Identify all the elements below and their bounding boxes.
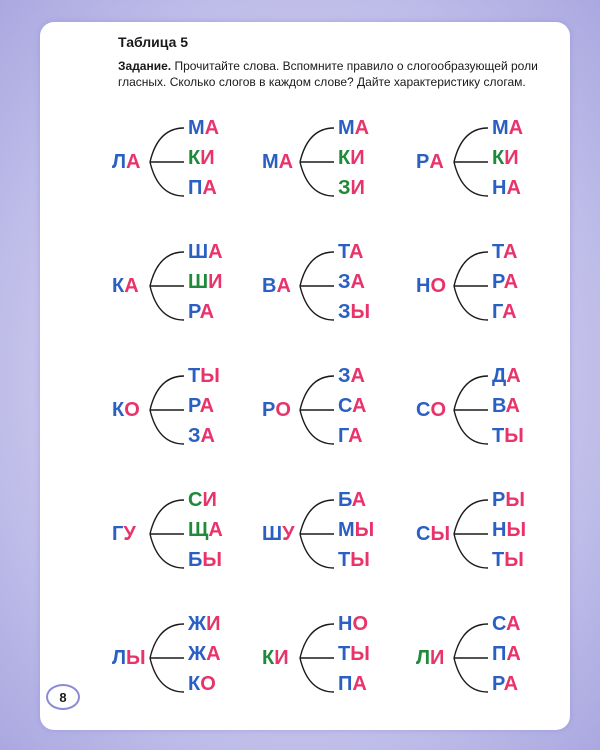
ending-letter: А bbox=[503, 673, 519, 695]
ending-letter: А bbox=[508, 117, 524, 139]
ending-letter: О bbox=[352, 613, 369, 635]
ending-letter: И bbox=[208, 271, 223, 293]
ending-letter: З bbox=[338, 365, 351, 387]
stem-letter: О bbox=[124, 398, 140, 421]
ending-syllable bbox=[338, 546, 370, 574]
ending-letter: А bbox=[204, 117, 220, 139]
ending-syllable bbox=[188, 238, 223, 266]
ending-letter: З bbox=[338, 301, 351, 323]
syllable-group bbox=[416, 238, 556, 334]
branch-lines bbox=[112, 362, 192, 458]
ending-letter: Т bbox=[338, 643, 351, 665]
ending-letter: Ы bbox=[504, 549, 524, 571]
ending-syllable bbox=[492, 422, 524, 450]
branch-lines bbox=[262, 362, 342, 458]
branch-line bbox=[300, 624, 334, 658]
branch-lines bbox=[416, 114, 496, 210]
ending-letter: Н bbox=[492, 519, 507, 541]
ending-letter: А bbox=[208, 519, 223, 541]
ending-letter: Р bbox=[188, 301, 200, 323]
ending-letter: Т bbox=[338, 549, 351, 571]
stem-letter: О bbox=[430, 274, 447, 297]
ending-syllable bbox=[188, 114, 219, 142]
syllable-group bbox=[262, 114, 402, 210]
stem-letter: Р bbox=[262, 398, 276, 421]
ending-letter: Г bbox=[492, 301, 503, 323]
syllable-group bbox=[416, 486, 556, 582]
ending-letter: А bbox=[505, 395, 520, 417]
ending-syllable bbox=[492, 144, 519, 172]
ending-letter: З bbox=[338, 177, 351, 199]
branch-line bbox=[454, 658, 488, 692]
ending-syllable bbox=[188, 670, 216, 698]
ending-letter: Г bbox=[338, 425, 349, 447]
stem-letter: Ы bbox=[126, 646, 146, 669]
ending-syllable bbox=[188, 174, 217, 202]
branch-line bbox=[300, 286, 334, 320]
ending-syllable bbox=[188, 268, 222, 296]
branch-lines bbox=[416, 238, 496, 334]
stem-letter: У bbox=[282, 522, 295, 545]
ending-syllable bbox=[188, 486, 217, 514]
ending-letter: Р bbox=[492, 673, 504, 695]
syllable-group bbox=[262, 238, 402, 334]
stem-letter: Ы bbox=[430, 522, 451, 545]
ending-letter: П bbox=[338, 673, 353, 695]
ending-letter: А bbox=[199, 395, 215, 417]
ending-letter: Т bbox=[492, 241, 503, 263]
ending-syllable bbox=[338, 144, 365, 172]
ending-letter: А bbox=[505, 613, 521, 635]
stem-letter: У bbox=[123, 522, 136, 545]
stem-letter: Л bbox=[112, 646, 127, 669]
ending-letter: Ы bbox=[202, 549, 222, 571]
ending-letter: З bbox=[338, 271, 351, 293]
ending-letter: А bbox=[200, 425, 215, 447]
syllable-group bbox=[112, 114, 252, 210]
syllable-group bbox=[112, 362, 252, 458]
ending-letter: А bbox=[206, 643, 221, 665]
ending-letter: Ы bbox=[506, 519, 527, 541]
branch-line bbox=[150, 624, 184, 658]
ending-letter: Т bbox=[338, 241, 349, 263]
ending-letter: С bbox=[492, 613, 506, 635]
ending-letter: И bbox=[350, 147, 365, 169]
branch-line bbox=[454, 534, 488, 568]
ending-letter: Р bbox=[492, 489, 506, 511]
ending-letter: И bbox=[200, 147, 215, 169]
stem-letter: С bbox=[416, 398, 431, 421]
branch-lines bbox=[112, 238, 192, 334]
ending-letter: А bbox=[352, 673, 367, 695]
branch-lines bbox=[262, 486, 342, 582]
ending-letter: А bbox=[502, 301, 517, 323]
ending-syllable bbox=[492, 610, 520, 638]
syllable-group bbox=[112, 610, 252, 706]
ending-letter: Д bbox=[492, 365, 507, 387]
ending-letter: М bbox=[338, 117, 355, 139]
ending-letter: А bbox=[351, 489, 367, 511]
syllable-group bbox=[262, 362, 402, 458]
branch-lines bbox=[416, 362, 496, 458]
ending-letter: Ы bbox=[350, 549, 370, 571]
stem-letter: В bbox=[262, 274, 277, 297]
ending-letter: Ш bbox=[188, 241, 209, 263]
ending-syllable bbox=[188, 422, 215, 450]
ending-letter: А bbox=[506, 643, 521, 665]
page-number: 8 bbox=[46, 684, 80, 710]
ending-letter: И bbox=[504, 147, 519, 169]
ending-letter: А bbox=[502, 241, 518, 263]
ending-syllable bbox=[188, 298, 214, 326]
syllable-group bbox=[112, 238, 252, 334]
ending-letter: В bbox=[492, 395, 506, 417]
ending-letter: П bbox=[492, 643, 507, 665]
ending-letter: М bbox=[188, 117, 205, 139]
ending-letter: Т bbox=[492, 549, 505, 571]
branch-line bbox=[150, 162, 184, 196]
branch-lines bbox=[262, 114, 342, 210]
ending-letter: А bbox=[208, 241, 223, 263]
branch-lines bbox=[416, 486, 496, 582]
branch-line bbox=[300, 128, 334, 162]
ending-letter: К bbox=[338, 147, 351, 169]
branch-line bbox=[150, 128, 184, 162]
ending-letter: А bbox=[503, 271, 519, 293]
ending-letter: К bbox=[188, 147, 201, 169]
ending-syllable bbox=[492, 546, 524, 574]
ending-letter: Ш bbox=[188, 271, 209, 293]
stem-letter: К bbox=[262, 646, 275, 669]
ending-letter: А bbox=[351, 395, 367, 417]
branch-line bbox=[454, 376, 488, 410]
stem-letter: О bbox=[275, 398, 291, 421]
ending-syllable bbox=[338, 516, 374, 544]
ending-letter: А bbox=[506, 177, 521, 199]
ending-syllable bbox=[188, 362, 220, 390]
branch-line bbox=[150, 376, 184, 410]
branch-line bbox=[300, 658, 334, 692]
ending-syllable bbox=[492, 298, 517, 326]
page-title: Таблица 5 bbox=[118, 34, 189, 50]
branch-line bbox=[454, 128, 488, 162]
stem-letter: Л bbox=[416, 646, 431, 669]
ending-syllable bbox=[188, 392, 214, 420]
ending-letter: Р bbox=[188, 395, 200, 417]
ending-syllable bbox=[492, 238, 517, 266]
syllable-group bbox=[416, 362, 556, 458]
ending-letter: Р bbox=[492, 271, 504, 293]
ending-letter: Ы bbox=[354, 519, 375, 541]
ending-letter: И bbox=[350, 177, 365, 199]
ending-letter: Ы bbox=[350, 643, 370, 665]
branch-line bbox=[454, 286, 488, 320]
ending-letter: И bbox=[206, 613, 221, 635]
stem-letter: Р bbox=[416, 150, 430, 173]
ending-syllable bbox=[338, 362, 365, 390]
branch-lines bbox=[112, 610, 192, 706]
branch-line bbox=[300, 376, 334, 410]
stem-letter: И bbox=[430, 646, 445, 669]
ending-syllable bbox=[492, 114, 523, 142]
ending-letter: О bbox=[200, 673, 216, 695]
branch-line bbox=[300, 534, 334, 568]
ending-letter: Щ bbox=[188, 519, 209, 541]
ending-syllable bbox=[492, 174, 521, 202]
task-lead: Задание. bbox=[118, 59, 172, 73]
ending-syllable bbox=[338, 486, 366, 514]
ending-syllable bbox=[492, 486, 525, 514]
task-text: Прочитайте слова. Вспомните правило о слогообразующей роли гласных. Сколько слогов в каждом слове? Дайте характеристику слогам. bbox=[118, 59, 538, 89]
ending-syllable bbox=[492, 640, 521, 668]
ending-letter: Т bbox=[188, 365, 201, 387]
stem-letter: С bbox=[416, 522, 431, 545]
branch-line bbox=[150, 534, 184, 568]
stem-letter: А bbox=[126, 150, 141, 173]
syllable-group bbox=[416, 114, 556, 210]
ending-syllable bbox=[492, 516, 526, 544]
stem-letter: М bbox=[262, 150, 279, 173]
ending-letter: К bbox=[492, 147, 505, 169]
stem-letter: Ш bbox=[262, 522, 283, 545]
branch-lines bbox=[112, 486, 192, 582]
ending-syllable bbox=[492, 392, 520, 420]
ending-syllable bbox=[338, 422, 363, 450]
ending-letter: А bbox=[348, 241, 364, 263]
ending-syllable bbox=[188, 144, 215, 172]
ending-syllable bbox=[338, 298, 370, 326]
ending-letter: Ы bbox=[350, 301, 371, 323]
ending-letter: С bbox=[188, 489, 203, 511]
branch-lines bbox=[416, 610, 496, 706]
ending-letter: Ы bbox=[200, 365, 220, 387]
ending-letter: П bbox=[188, 177, 203, 199]
branch-line bbox=[150, 252, 184, 286]
ending-letter: Ж bbox=[188, 643, 207, 665]
stem-letter: А bbox=[124, 274, 139, 297]
ending-letter: Н bbox=[492, 177, 507, 199]
ending-syllable bbox=[338, 238, 363, 266]
ending-syllable bbox=[338, 114, 369, 142]
branch-lines bbox=[262, 238, 342, 334]
ending-syllable bbox=[492, 268, 518, 296]
ending-letter: М bbox=[492, 117, 509, 139]
ending-letter: К bbox=[188, 673, 201, 695]
branch-line bbox=[454, 500, 488, 534]
ending-letter: А bbox=[348, 425, 363, 447]
branch-line bbox=[150, 500, 184, 534]
ending-letter: З bbox=[188, 425, 201, 447]
stem-letter: К bbox=[112, 398, 125, 421]
ending-letter: А bbox=[350, 365, 365, 387]
branch-line bbox=[150, 286, 184, 320]
ending-syllable bbox=[188, 610, 220, 638]
branch-lines bbox=[112, 114, 192, 210]
ending-letter: Т bbox=[492, 425, 505, 447]
stem-letter: О bbox=[430, 398, 447, 421]
ending-syllable bbox=[338, 610, 368, 638]
branch-line bbox=[454, 252, 488, 286]
branch-lines bbox=[262, 610, 342, 706]
ending-letter: Ж bbox=[188, 613, 207, 635]
branch-line bbox=[150, 410, 184, 444]
ending-syllable bbox=[188, 546, 222, 574]
ending-letter: Н bbox=[338, 613, 353, 635]
stem-letter: А bbox=[278, 150, 294, 173]
ending-syllable bbox=[338, 392, 366, 420]
branch-line bbox=[300, 162, 334, 196]
ending-letter: М bbox=[338, 519, 355, 541]
ending-syllable bbox=[338, 268, 365, 296]
ending-letter: А bbox=[354, 117, 370, 139]
branch-line bbox=[300, 500, 334, 534]
ending-syllable bbox=[338, 670, 367, 698]
ending-letter: А bbox=[506, 365, 521, 387]
ending-letter: Б bbox=[188, 549, 203, 571]
branch-line bbox=[300, 252, 334, 286]
stem-letter: Н bbox=[416, 274, 431, 297]
stem-letter: И bbox=[274, 646, 289, 669]
ending-syllable bbox=[188, 516, 223, 544]
ending-syllable bbox=[492, 670, 518, 698]
syllable-group bbox=[112, 486, 252, 582]
syllable-group bbox=[262, 610, 402, 706]
stem-letter: К bbox=[112, 274, 125, 297]
ending-syllable bbox=[188, 640, 221, 668]
ending-letter: Б bbox=[338, 489, 352, 511]
ending-letter: А bbox=[202, 177, 217, 199]
ending-syllable bbox=[492, 362, 521, 390]
ending-letter: С bbox=[338, 395, 352, 417]
ending-syllable bbox=[338, 174, 365, 202]
syllable-group bbox=[416, 610, 556, 706]
branch-line bbox=[150, 658, 184, 692]
ending-syllable bbox=[338, 640, 370, 668]
page-number-badge bbox=[46, 684, 80, 710]
stem-letter: А bbox=[429, 150, 444, 173]
branch-line bbox=[454, 410, 488, 444]
ending-letter: А bbox=[350, 271, 365, 293]
branch-line bbox=[300, 410, 334, 444]
ending-letter: Ы bbox=[504, 425, 524, 447]
ending-letter: И bbox=[202, 489, 217, 511]
ending-letter: Ы bbox=[505, 489, 525, 511]
stem-letter: Г bbox=[112, 522, 124, 545]
stem-letter: А bbox=[276, 274, 291, 297]
ending-letter: А bbox=[199, 301, 215, 323]
branch-line bbox=[454, 624, 488, 658]
syllable-group bbox=[262, 486, 402, 582]
branch-line bbox=[454, 162, 488, 196]
stem-letter: Л bbox=[112, 150, 127, 173]
